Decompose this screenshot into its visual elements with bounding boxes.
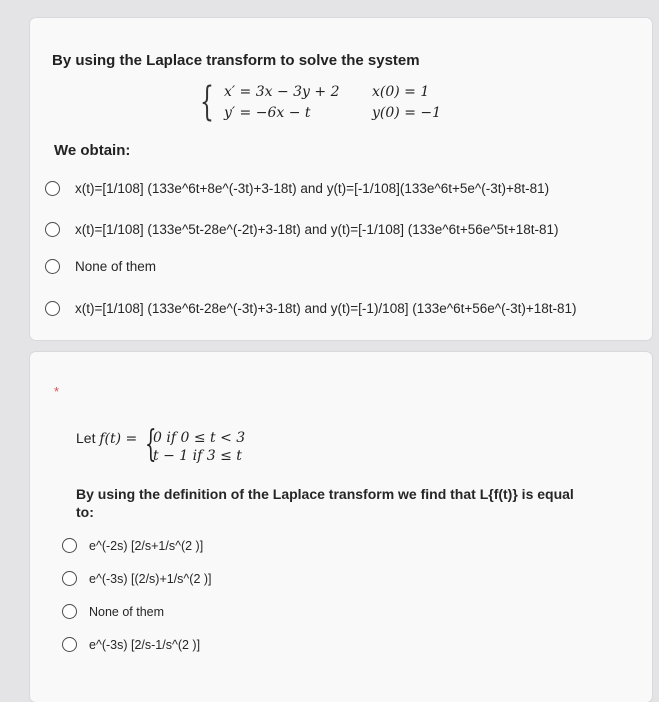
radio-button[interactable] xyxy=(62,637,77,652)
initial-condition-x: x(0) = 1 xyxy=(372,84,430,100)
brace-symbol: { xyxy=(200,79,214,125)
function-definition-label xyxy=(76,430,137,447)
question-card-2 xyxy=(30,352,652,702)
function-name: f(t) = xyxy=(99,431,138,447)
piece-2: t − 1 if 3 ≤ t xyxy=(153,448,242,464)
required-marker: * xyxy=(54,384,60,399)
option-label: None of them xyxy=(75,259,157,274)
equation-x: x′ = 3x − 3y + 2 xyxy=(224,84,340,100)
option-2[interactable] xyxy=(45,222,559,237)
option-3[interactable] xyxy=(62,604,164,619)
radio-button[interactable] xyxy=(45,181,60,196)
initial-condition-y: y(0) = −1 xyxy=(372,105,442,121)
question-card-1 xyxy=(30,18,652,340)
option-2[interactable] xyxy=(62,571,212,586)
option-label: x(t)=[1/108] (133e^6t-28e^(-3t)+3-18t) and y(t)=[-1)/108] (133e^6t+56e^(-3t)+18t-81) xyxy=(75,301,577,316)
radio-button[interactable] xyxy=(62,571,77,586)
option-label: e^(-3s) [2/s-1/s^(2 )] xyxy=(89,637,201,652)
question-2-statement: By using the definition of the Laplace transform we find that L{f(t)} is equal to: xyxy=(76,486,574,520)
option-label: x(t)=[1/108] (133e^5t-28e^(-2t)+3-18t) and y(t)=[-1/108] (133e^6t+56e^5t+18t-81) xyxy=(75,222,559,237)
option-4[interactable] xyxy=(45,301,576,316)
equation-system xyxy=(200,79,460,128)
option-1[interactable] xyxy=(62,538,203,553)
piece-1: 0 if 0 ≤ t < 3 xyxy=(153,430,246,446)
option-4[interactable] xyxy=(62,637,200,652)
equation-y: y′ = −6x − t xyxy=(224,105,311,121)
radio-button[interactable] xyxy=(45,259,60,274)
brace-symbol: { xyxy=(145,424,157,465)
option-label: None of them xyxy=(89,604,165,619)
option-label: e^(-3s) [(2/s)+1/s^(2 )] xyxy=(89,571,212,586)
question-1-title: By using the Laplace transform to solve the system xyxy=(52,52,420,69)
radio-button[interactable] xyxy=(62,538,77,553)
let-text: Let xyxy=(76,430,96,446)
option-3[interactable] xyxy=(45,259,156,274)
radio-button[interactable] xyxy=(45,222,60,237)
radio-button[interactable] xyxy=(45,301,60,316)
option-label: e^(-2s) [2/s+1/s^(2 )] xyxy=(89,538,204,553)
radio-button[interactable] xyxy=(62,604,77,619)
option-1[interactable] xyxy=(45,181,549,196)
question-1-prompt: We obtain: xyxy=(54,142,131,159)
option-label: x(t)=[1/108] (133e^6t+8e^(-3t)+3-18t) and y(t)=[-1/108](133e^6t+5e^(-3t)+8t-81) xyxy=(75,181,550,196)
